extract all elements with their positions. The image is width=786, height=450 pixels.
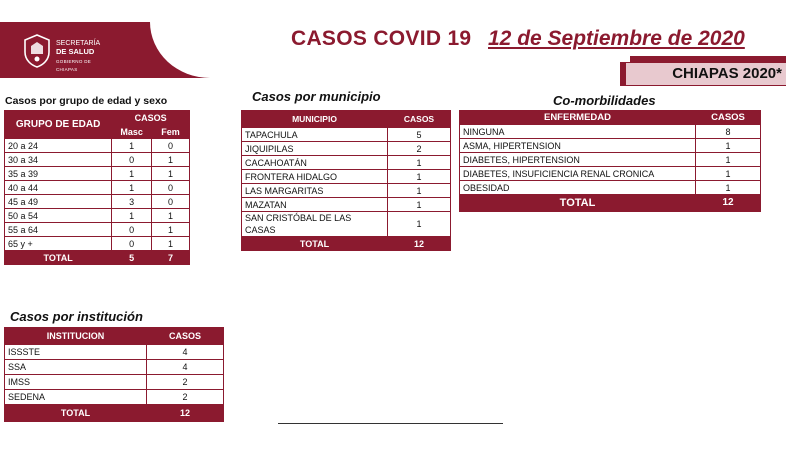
table-row	[460, 181, 761, 195]
institucion-cases: 2	[147, 375, 224, 390]
header-banner	[0, 0, 786, 92]
institucion-name: IMSS	[5, 375, 147, 390]
table-row	[242, 156, 451, 170]
municipio-name: SAN CRISTÓBAL DE LAS CASAS	[242, 212, 388, 237]
institucion-name: SEDENA	[5, 390, 147, 405]
logo-line3: GOBIERNO DE CHIAPAS	[56, 59, 92, 72]
total-label: TOTAL	[460, 195, 696, 212]
table-row	[5, 195, 190, 209]
fem-value: 0	[152, 139, 190, 153]
comorbilidades-table	[459, 110, 761, 212]
enfermedad-cases: 1	[696, 153, 761, 167]
coat-of-arms-icon	[22, 34, 52, 68]
age-group-header: GRUPO DE EDAD	[5, 111, 112, 139]
masc-value: 1	[112, 139, 152, 153]
municipio-cases: 1	[388, 170, 451, 184]
table-row	[5, 223, 190, 237]
table-row	[5, 360, 224, 375]
table-row	[5, 375, 224, 390]
fem-value: 1	[152, 223, 190, 237]
logo-text	[56, 40, 112, 74]
institucion-name: SSA	[5, 360, 147, 375]
masc-value: 0	[112, 237, 152, 251]
enfermedad-cases: 1	[696, 167, 761, 181]
enfermedad-cases: 1	[696, 139, 761, 153]
table-row	[242, 184, 451, 198]
table-row	[460, 139, 761, 153]
municipio-title: Casos por municipio	[252, 89, 381, 104]
masc-value: 1	[112, 181, 152, 195]
enfermedad-name: DIABETES, INSUFICIENCIA RENAL CRONICA	[460, 167, 696, 181]
table-row	[460, 125, 761, 139]
total-row	[5, 405, 224, 422]
age-group: 50 a 54	[5, 209, 112, 223]
institucion-table	[4, 327, 224, 422]
table-row	[242, 170, 451, 184]
institucion-title: Casos por institución	[10, 309, 143, 324]
masc-value: 3	[112, 195, 152, 209]
enfermedad-cases: 1	[696, 181, 761, 195]
table-row	[5, 181, 190, 195]
age-group: 65 y +	[5, 237, 112, 251]
age-group: 55 a 64	[5, 223, 112, 237]
municipio-name: FRONTERA HIDALGO	[242, 170, 388, 184]
municipio-name: JIQUIPILAS	[242, 142, 388, 156]
age-group: 35 a 39	[5, 167, 112, 181]
total-row	[242, 237, 451, 251]
municipio-table	[241, 110, 451, 251]
footer-divider	[278, 423, 503, 424]
total-value: 12	[696, 195, 761, 212]
table-row	[242, 198, 451, 212]
institucion-cases: 2	[147, 390, 224, 405]
table-row	[242, 142, 451, 156]
total-label: TOTAL	[5, 251, 112, 265]
enfermedad-name: DIABETES, HIPERTENSION	[460, 153, 696, 167]
table-row	[5, 209, 190, 223]
age-group: 30 a 34	[5, 153, 112, 167]
municipio-cases: 1	[388, 198, 451, 212]
age-group: 40 a 44	[5, 181, 112, 195]
comorbilidades-cases-header: CASOS	[696, 111, 761, 125]
total-fem: 7	[152, 251, 190, 265]
municipio-cases-header: CASOS	[388, 111, 451, 128]
institucion-cases-header: CASOS	[147, 328, 224, 345]
fem-value: 1	[152, 209, 190, 223]
institucion-header: INSTITUCION	[5, 328, 147, 345]
cases-header: CASOS	[112, 111, 190, 125]
institucion-cases: 4	[147, 345, 224, 360]
total-value: 12	[388, 237, 451, 251]
fem-value: 1	[152, 237, 190, 251]
municipio-cases: 2	[388, 142, 451, 156]
municipio-name: LAS MARGARITAS	[242, 184, 388, 198]
total-row	[5, 251, 190, 265]
total-label: TOTAL	[5, 405, 147, 422]
table-row	[242, 128, 451, 142]
institucion-cases: 4	[147, 360, 224, 375]
municipio-cases: 1	[388, 156, 451, 170]
masc-value: 0	[112, 223, 152, 237]
enfermedad-name: ASMA, HIPERTENSION	[460, 139, 696, 153]
secretaria-salud-logo	[22, 32, 112, 74]
age-sex-table	[4, 110, 190, 265]
age-group: 45 a 49	[5, 195, 112, 209]
table-row	[242, 212, 451, 237]
total-masc: 5	[112, 251, 152, 265]
enfermedad-cases: 8	[696, 125, 761, 139]
logo-line1: SECRETARÍA	[56, 40, 101, 47]
fem-value: 1	[152, 153, 190, 167]
masc-header: Masc	[112, 125, 152, 139]
region-label: CHIAPAS 2020*	[672, 65, 782, 82]
table-row	[5, 237, 190, 251]
municipio-name: CACAHOATÁN	[242, 156, 388, 170]
municipio-header: MUNICIPIO	[242, 111, 388, 128]
fem-value: 0	[152, 195, 190, 209]
masc-value: 0	[112, 153, 152, 167]
table-row	[5, 390, 224, 405]
table-row	[460, 153, 761, 167]
fem-header: Fem	[152, 125, 190, 139]
table-row	[5, 139, 190, 153]
masc-value: 1	[112, 209, 152, 223]
municipio-name: MAZATAN	[242, 198, 388, 212]
fem-value: 0	[152, 181, 190, 195]
municipio-cases: 1	[388, 184, 451, 198]
municipio-name: TAPACHULA	[242, 128, 388, 142]
comorbilidades-title: Co-morbilidades	[553, 93, 656, 108]
total-value: 12	[147, 405, 224, 422]
masc-value: 1	[112, 167, 152, 181]
age-group: 20 a 24	[5, 139, 112, 153]
page-title: CASOS COVID 19	[291, 27, 472, 50]
institucion-name: ISSSTE	[5, 345, 147, 360]
enfermedad-name: OBESIDAD	[460, 181, 696, 195]
table-row	[5, 345, 224, 360]
total-label: TOTAL	[242, 237, 388, 251]
table-row	[5, 167, 190, 181]
municipio-cases: 5	[388, 128, 451, 142]
municipio-cases: 1	[388, 212, 451, 237]
enfermedad-header: ENFERMEDAD	[460, 111, 696, 125]
total-row	[460, 195, 761, 212]
age-sex-title: Casos por grupo de edad y sexo	[5, 95, 168, 107]
logo-line2: DE SALUD	[56, 47, 95, 56]
report-date: 12 de Septiembre de 2020	[488, 27, 745, 50]
enfermedad-name: NINGUNA	[460, 125, 696, 139]
table-row	[460, 167, 761, 181]
table-row	[5, 153, 190, 167]
fem-value: 1	[152, 167, 190, 181]
